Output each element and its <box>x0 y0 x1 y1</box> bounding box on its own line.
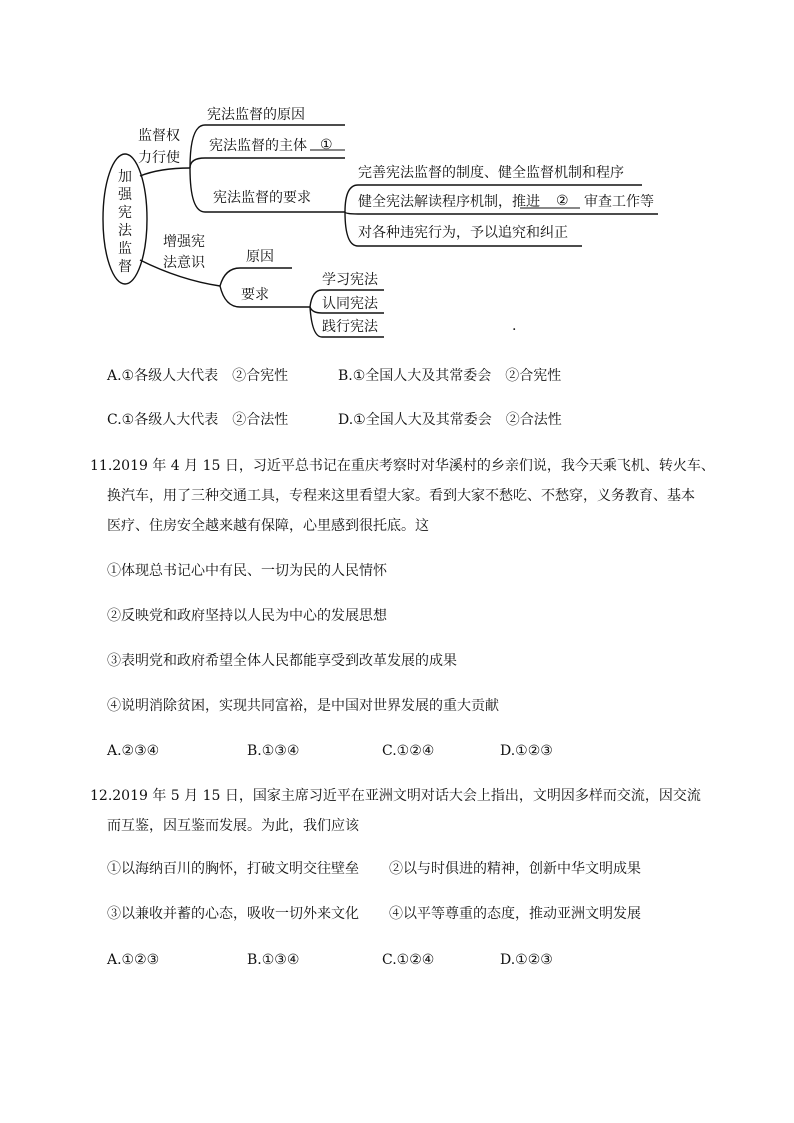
req-item: 健全宪法解读程序机制，推进 <box>358 194 540 210</box>
q12-option-c[interactable]: C.①②④ <box>382 952 435 968</box>
center-char: 监 <box>118 241 132 257</box>
b2-require: 要求 <box>241 287 269 303</box>
req-blank: ② <box>556 193 569 209</box>
q11-stem: 医疗、住房安全越来越有保障，心里感到很托底。这 <box>107 518 429 534</box>
q10-option-b[interactable]: B.①全国人大及其常委会 ②合宪性 <box>338 368 562 384</box>
b1-subject-blank: ① <box>320 137 333 153</box>
q11-option-c[interactable]: C.①②④ <box>382 743 435 759</box>
req-item: 审查工作等 <box>584 194 654 210</box>
q11-item: ③表明党和政府希望全体人民都能享受到改革发展的成果 <box>107 653 457 669</box>
q12-item: ①以海纳百川的胸怀，打破文明交往壁垒 <box>107 861 359 877</box>
q11-stem: 11.2019 年 4 月 15 日，习近平总书记在重庆考察时对华溪村的乡亲们说，我今天乘飞机、转火车、 <box>90 458 715 474</box>
q11-option-d[interactable]: D.①②③ <box>500 743 553 759</box>
q12-item: ③以兼收并蓄的心态，吸收一切外来文化 <box>107 906 359 922</box>
q12-option-d[interactable]: D.①②③ <box>500 952 553 968</box>
q12-stem: 而互鉴，因互鉴而发展。为此，我们应该 <box>107 818 359 834</box>
b2-item: 践行宪法 <box>322 319 378 335</box>
q12-item: ②以与时俱进的精神，创新中华文明成果 <box>389 861 641 877</box>
q12-option-b[interactable]: B.①③④ <box>247 952 300 968</box>
center-char: 督 <box>118 259 132 275</box>
branch1-label: 力行使 <box>138 150 180 166</box>
center-char: 强 <box>118 187 132 203</box>
q12-item: ④以平等尊重的态度，推动亚洲文明发展 <box>389 906 641 922</box>
q10-option-c[interactable]: C.①各级人大代表 ②合法性 <box>107 412 289 428</box>
q11-item: ②反映党和政府坚持以人民为中心的发展思想 <box>107 608 387 624</box>
branch2-label: 法意识 <box>163 255 205 271</box>
req-item: 对各种违宪行为，予以追究和纠正 <box>358 225 568 241</box>
q12-stem: 12.2019 年 5 月 15 日，国家主席习近平在亚洲文明对话大会上指出，文明因多样而交流，因交流 <box>90 788 701 804</box>
b2-reason: 原因 <box>246 249 274 265</box>
b1-require: 宪法监督的要求 <box>213 190 311 206</box>
q11-item: ①体现总书记心中有民、一切为民的人民情怀 <box>107 563 387 579</box>
q11-stem: 换汽车，用了三种交通工具，专程来这里看望大家。看到大家不愁吃、不愁穿，义务教育、基本 <box>107 488 695 504</box>
center-char: 加 <box>118 169 132 185</box>
q10-option-a[interactable]: A.①各级人大代表 ②合宪性 <box>107 368 289 384</box>
q12-option-a[interactable]: A.①②③ <box>107 952 160 968</box>
branch2-label: 增强宪 <box>163 234 205 250</box>
b1-subject: 宪法监督的主体 <box>209 138 307 154</box>
q11-item: ④说明消除贫困，实现共同富裕，是中国对世界发展的重大贡献 <box>107 698 499 714</box>
b2-item: 学习宪法 <box>322 272 378 288</box>
q11-option-a[interactable]: A.②③④ <box>107 743 160 759</box>
q11-option-b[interactable]: B.①③④ <box>247 743 300 759</box>
knowledge-diagram <box>0 0 794 360</box>
b1-reason: 宪法监督的原因 <box>207 107 305 123</box>
center-char: 法 <box>118 223 132 239</box>
stray-dot: . <box>512 318 517 334</box>
req-item: 完善宪法监督的制度、健全监督机制和程序 <box>358 165 624 181</box>
branch1-label: 监督权 <box>138 128 180 144</box>
b2-item: 认同宪法 <box>322 296 378 312</box>
q10-option-d[interactable]: D.①全国人大及其常委会 ②合法性 <box>338 412 562 428</box>
center-char: 宪 <box>118 205 132 221</box>
